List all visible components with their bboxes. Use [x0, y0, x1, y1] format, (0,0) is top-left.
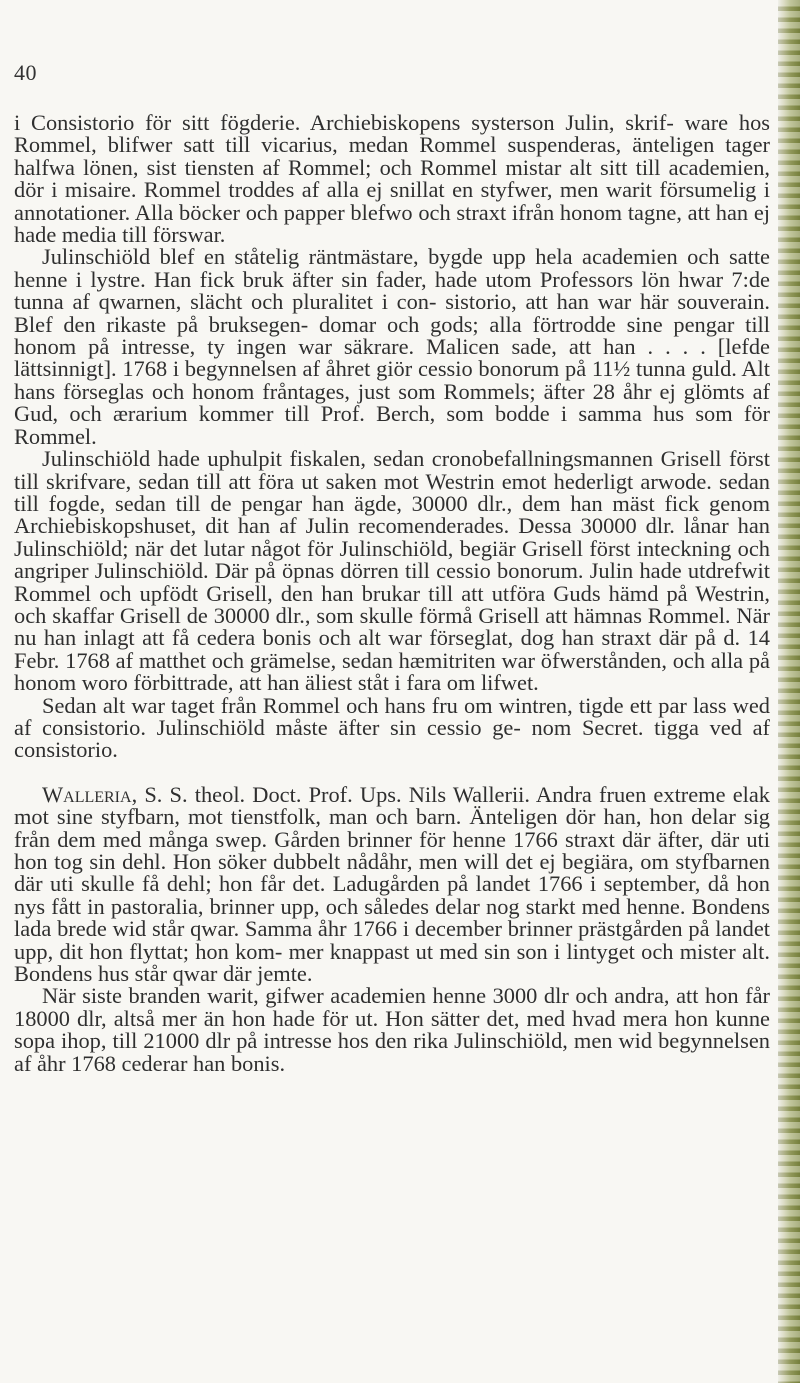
- paragraph-wed-af-consistorio: Sedan alt war taget från Rommel och hans fru om wintren, tigde ett par lass wed af consistorio. Julinschiöld måste äfter sin cessio ge- nom Secret. tigga ved af consistorio.: [14, 692, 770, 763]
- page-number: 40: [14, 60, 37, 85]
- walleria-heading: Walleria,: [42, 781, 138, 807]
- paragraph-consistorio: i Consistorio för sitt fögderie. Archiebiskopens systerson Julin, skrif- ware hos Rommel, blifwer satt till vicarius, medan Rommel suspenderas, änteligen tager halfwa lönen, sist tiensten af Rommel; och Rommel mistar alt sitt till academien, dör i misaire. Rommel troddes af alla ej snillat en styfwer, men warit försumelig i annotationer. Alla böcker och papper blefwo och straxt ifrån honom tagne, att han ej hade media till förswar.: [14, 110, 770, 248]
- paragraph-siste-branden: När siste branden warit, gifwer academien henne 3000 dlr och andra, att hon får 18000 dlr, altså mer än hon hade för ut. Hon sätter det, med hvad mera hon kunne sopa ihop, till 21000 dlr på intresse hos den rika Julinschiöld, men wid begynnelsen af åhr 1768 cederar han bonis.: [14, 983, 770, 1076]
- paragraph-julinschiold-rantmastare: Julinschiöld blef en ståtelig räntmästare, bygde upp hela academien och satte henne i lystre. Han fick bruk äfter sin fader, hade utom Professors lön hwar 7:de tunna af qwarnen, slächt och pluralitet i con- sistorio, att han war här souverain. Blef den rikaste på bruksegen- domar och gods; alla förtrodde sine pengar till honom på intresse, ty ingen war säkrare. Malicen sade, att han . . . . [lefde lättsinnigt]. 1768 i begynnelsen af åhret giör cessio bonorum på 11½ tunna guld. Alt hans förseglas och honom fråntages, just som Rommels; äfter 28 åhr ej glömts af Gud, och ærarium kommer till Prof. Berch, som bodde i samma hus som för Rommel.: [14, 244, 770, 449]
- paragraph-grisell: Julinschiöld hade uphulpit fiskalen, sedan cronobefallningsmannen Grisell först till skrifvare, sedan till att föra ut saken mot Westrin emot hederligt arwode. sedan till fogde, sedan till de pengar han ägde, 30000 dlr., dem han mäst fick genom Archiebiskopshuset, dit han af Julin recomenderades. Dessa 30000 dlr. lånar han Julinschiöld; när det lutar något för Julinschiöld, begiär Grisell först inteckning och angriper Julinschiöld. Där på öpnas dörren till cessio bonorum. Julin hade utdrefwit Rommel och upfödt Grisell, den han brukar till att utföra Guds hämd på Westrin, och skaffar Grisell de 30000 dlr., som skulle förmå Grisell att hämnas Rommel. När nu han inlagt att få cedera bonis och alt war förseglat, dog han straxt där på d. 14 Febr. 1768 af matthet och grämelse, sedan hæmitriten war öfwerstånden, och alla på honom woro förbittrade, att han äliest ståt i fara om lifwet.: [14, 446, 770, 696]
- page-edge-decoration: [778, 0, 800, 1383]
- walleria-text: S. S. theol. Doct. Prof. Ups. Nils Wallerii. Andra fruen extreme elak mot sine styfbarn, mot tienstfolk, man och barn. Änteligen dör han, hon delar sig från dem med många swep. Gården brinner för henne 1766 straxt där äfter, där uti hon tog sin dehl. Hon söker dubbelt nådåhr, men will det ej begiära, om styfbarnen där uti skulle få dehl; hon får det. Ladugården på landet 1766 i september, då hon nys fått in pastoralia, brinner upp, och således delar nog starkt med henne. Bondens lada brede wid står qwar. Samma åhr 1766 i december brinner prästgården på landet upp, dit hon flyttat; hon kom- mer knappast ut med sin son i lintyget och mister alt. Bondens hus står qwar där jemte.: [14, 781, 770, 987]
- paragraph-walleria: [14, 781, 770, 987]
- document-body: [14, 112, 770, 1075]
